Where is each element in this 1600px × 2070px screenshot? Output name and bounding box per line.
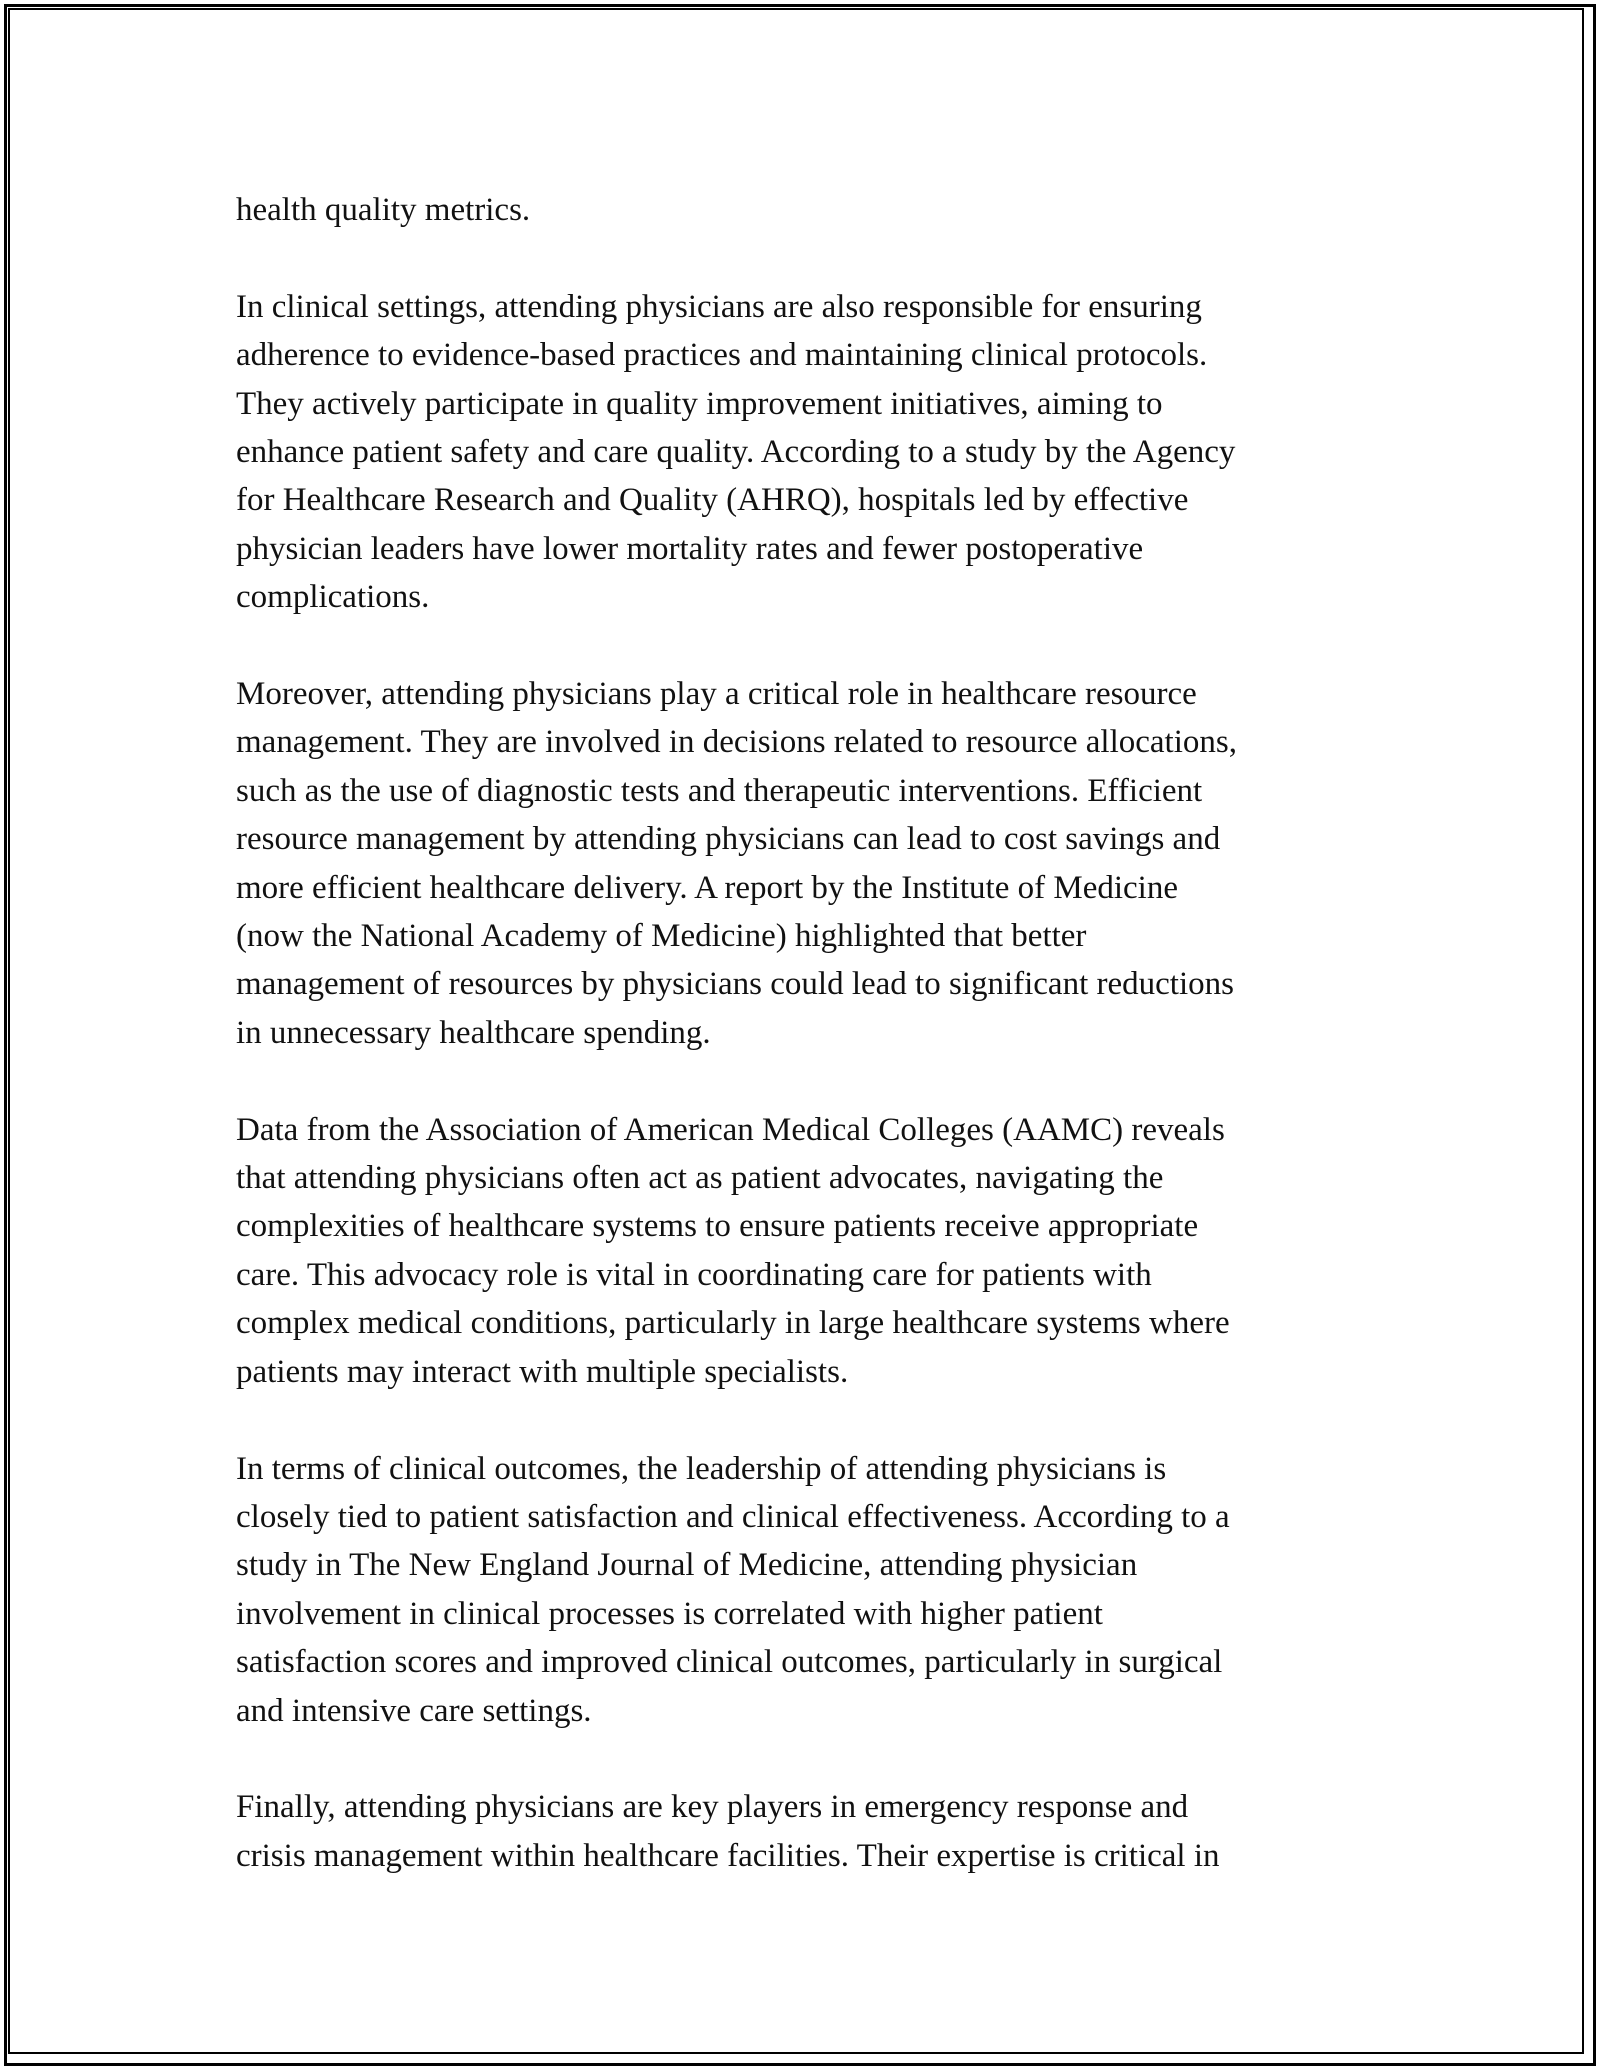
text-line: closely tied to patient satisfaction and clinical effectiveness. According to a bbox=[236, 1498, 1230, 1535]
paragraph-6 bbox=[236, 1783, 1366, 1880]
text-line: care. This advocacy role is vital in coordinating care for patients with bbox=[236, 1256, 1152, 1293]
text-line: In clinical settings, attending physicians are also responsible for ensuring bbox=[236, 288, 1202, 325]
text-line: (now the National Academy of Medicine) highlighted that better bbox=[236, 918, 1087, 955]
text-line: involvement in clinical processes is correlated with higher patient bbox=[236, 1595, 1103, 1632]
text-line: enhance patient safety and care quality. According to a study by the Agency bbox=[236, 434, 1236, 471]
paragraph-1 bbox=[236, 186, 1366, 234]
text-line: such as the use of diagnostic tests and therapeutic interventions. Efficient bbox=[236, 772, 1203, 809]
text-line: physician leaders have lower mortality rates and fewer postoperative bbox=[236, 530, 1144, 567]
text-line: complexities of healthcare systems to ensure patients receive appropriate bbox=[236, 1208, 1199, 1245]
text-line: in unnecessary healthcare spending. bbox=[236, 1014, 711, 1051]
text-line: In terms of clinical outcomes, the leadership of attending physicians is bbox=[236, 1450, 1167, 1487]
text-line: study in The New England Journal of Medicine, attending physician bbox=[236, 1547, 1138, 1584]
text-line: satisfaction scores and improved clinical outcomes, particularly in surgical bbox=[236, 1644, 1223, 1681]
text-line: Finally, attending physicians are key players in emergency response and bbox=[236, 1789, 1189, 1826]
text-line: management. They are involved in decisions related to resource allocations, bbox=[236, 724, 1237, 761]
text-line: more efficient healthcare delivery. A report by the Institute of Medicine bbox=[236, 869, 1178, 906]
text-line: adherence to evidence-based practices and maintaining clinical protocols. bbox=[236, 337, 1208, 374]
text-line: management of resources by physicians could lead to significant reductions bbox=[236, 966, 1234, 1003]
paragraph-5 bbox=[236, 1445, 1366, 1735]
document-body bbox=[236, 186, 1366, 1880]
text-line: complex medical conditions, particularly in large healthcare systems where bbox=[236, 1305, 1230, 1342]
text-line: patients may interact with multiple specialists. bbox=[236, 1353, 849, 1390]
text-line: complications. bbox=[236, 579, 430, 616]
text-line: Moreover, attending physicians play a critical role in healthcare resource bbox=[236, 676, 1197, 713]
text-line: They actively participate in quality improvement initiatives, aiming to bbox=[236, 385, 1163, 422]
text-line: health quality metrics. bbox=[236, 192, 531, 228]
paragraph-2 bbox=[236, 283, 1366, 622]
text-line: and intensive care settings. bbox=[236, 1692, 592, 1729]
text-line: for Healthcare Research and Quality (AHRQ), hospitals led by effective bbox=[236, 482, 1189, 519]
text-line: resource management by attending physicians can lead to cost savings and bbox=[236, 821, 1221, 858]
text-line: Data from the Association of American Medical Colleges (AAMC) reveals bbox=[236, 1111, 1225, 1148]
paragraph-3 bbox=[236, 670, 1366, 1057]
text-line: that attending physicians often act as patient advocates, navigating the bbox=[236, 1160, 1164, 1197]
text-line: crisis management within healthcare facilities. Their expertise is critical in bbox=[236, 1837, 1220, 1874]
paragraph-4 bbox=[236, 1106, 1366, 1396]
